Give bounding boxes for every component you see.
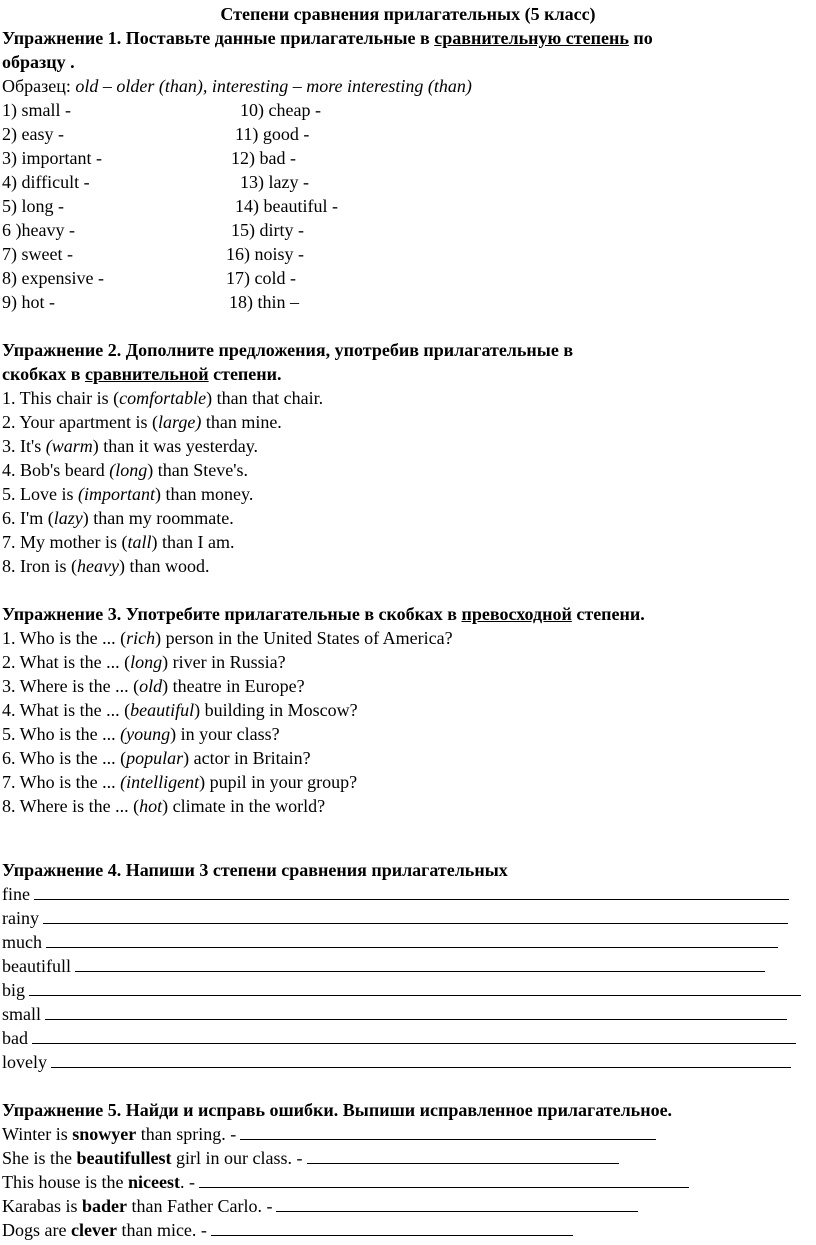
ex3-heading-text-end: степени. [571,604,645,624]
ex2-item [2,410,282,434]
ex1-right-item: 11) good - [235,124,310,144]
ex1-left-item: 1) small - [2,100,71,120]
ex2-item [2,482,253,506]
ex5-item-pre: She is the [2,1148,77,1168]
ex1-right-item: 16) noisy - [226,244,304,264]
ex2-heading-line2-text: скобках в [2,364,85,384]
ex2-heading-label: Упражнение 2. [2,340,122,360]
ex2-item-post: than mine. [201,412,282,432]
ex3-item-word: popular [126,748,184,768]
ex2-item-word: (important [78,484,156,504]
ex4-word: fine [2,884,30,904]
answer-blank[interactable] [45,1003,787,1020]
ex2-item [2,530,234,554]
ex3-item-pre: 5. Who is the ... [2,724,121,744]
answer-blank[interactable] [276,1195,638,1212]
ex1-sample [2,74,472,98]
ex3-item-post: ) actor in Britain? [183,748,311,768]
ex2-item-pre: 5. Love is [2,484,78,504]
ex5-item-error: beautifullest [76,1148,172,1168]
ex1-left-item: 2) easy - [2,124,64,144]
ex5-item-error: clever [70,1220,117,1240]
ex4-heading: Упражнение 4. Напиши 3 степени сравнения прилагательных [2,860,508,880]
ex3-item-post: ) theatre in Europe? [162,676,305,696]
ex3-item-word: (intelligent [120,772,200,792]
ex3-item-word: long [130,652,163,672]
ex5-item [2,1218,573,1242]
ex3-item-pre: 8. Where is the ... ( [2,796,140,816]
ex3-heading-underlined: превосходной [461,604,572,624]
ex1-sample-label: Образец: [2,76,76,96]
ex3-item-pre: 4. What is the ... ( [2,700,131,720]
ex3-item-pre: 3. Where is the ... ( [2,676,140,696]
ex3-item [2,746,311,770]
ex2-item-pre: 2. Your apartment is ( [2,412,158,432]
ex5-heading: Упражнение 5. Найди и исправь ошибки. Выпиши исправленное прилагательное. [2,1100,673,1120]
ex2-item-word: lazy [53,508,83,528]
ex2-heading-line2-end: степени. [208,364,282,384]
ex2-item [2,386,323,410]
answer-blank[interactable] [199,1171,689,1188]
ex5-item [2,1146,619,1170]
ex3-item-pre: 6. Who is the ... ( [2,748,127,768]
ex5-item-pre: Winter is [2,1124,73,1144]
ex4-word: big [2,980,26,1000]
ex3-item-post: ) river in Russia? [162,652,286,672]
ex1-heading-underlined: сравнительную степень [434,28,629,48]
ex3-item-post: ) climate in the world? [162,796,326,816]
ex2-item-pre: 6. I'm ( [2,508,54,528]
ex3-item-pre: 2. What is the ... ( [2,652,131,672]
ex1-left-item: 5) long - [2,196,64,216]
ex2-item [2,554,209,578]
ex4-row [2,882,789,906]
ex1-left-item: 8) expensive - [2,268,104,288]
ex2-item [2,506,234,530]
ex3-item-post: ) person in the United States of America? [155,628,453,648]
ex4-row [2,978,801,1002]
ex4-row [2,906,788,930]
ex1-left-item: 7) sweet - [2,244,73,264]
ex5-item-error: bader [81,1196,127,1216]
ex2-heading-line2 [2,362,282,386]
ex3-item-post: ) in your class? [170,724,280,744]
ex5-item-post: than Father Carlo. - [126,1196,273,1216]
ex5-item [2,1122,656,1146]
ex3-heading-label: Упражнение 3. [2,604,122,624]
ex2-item [2,458,248,482]
ex1-heading-label: Упражнение 1. [2,28,122,48]
ex1-left-item: 6 )heavy - [2,220,75,240]
ex3-heading-text: Употребите прилагательные в скобках в [121,604,462,624]
ex1-left-item: 4) difficult - [2,172,90,192]
answer-blank[interactable] [34,883,789,900]
ex2-item [2,434,258,458]
ex1-left-item: 3) important - [2,148,102,168]
ex3-item-post: ) building in Moscow? [194,700,358,720]
ex1-right-item: 17) cold - [226,268,296,288]
ex3-item [2,626,453,650]
ex5-item-error: snowyer [72,1124,137,1144]
ex4-row [2,954,765,978]
ex4-word: small [2,1004,41,1024]
ex2-item-word: heavy [77,556,119,576]
ex5-item-pre: This house is the [2,1172,128,1192]
ex4-row [2,1026,796,1050]
ex2-heading-text: Дополните предложения, употребив прилагательные в [121,340,574,360]
ex3-item-word: rich [126,628,156,648]
ex2-heading [2,338,573,362]
ex5-item-post: . - [179,1172,195,1192]
answer-blank[interactable] [211,1219,573,1236]
ex5-item-error: niceest [128,1172,180,1192]
ex3-item-pre: 1. Who is the ... ( [2,628,127,648]
ex5-item-post: than spring. - [136,1124,237,1144]
ex1-heading-line2: образцу . [2,52,75,72]
ex5-item [2,1194,638,1218]
ex2-item-post: ) than wood. [118,556,210,576]
ex1-heading-text: Поставьте данные прилагательные в [121,28,435,48]
ex2-item-pre: 4. Bob's beard [2,460,110,480]
ex3-item-word: beautiful [130,700,195,720]
ex2-item-post: ) than my roommate. [82,508,234,528]
ex4-word: much [2,932,42,952]
ex4-row [2,1002,787,1026]
ex2-item-post: ) than I am. [151,532,235,552]
answer-blank[interactable] [51,1051,791,1068]
ex2-item-word: comfortable [119,388,207,408]
ex3-item [2,794,325,818]
ex2-item-pre: 8. Iron is ( [2,556,77,576]
ex3-item [2,770,357,794]
answer-blank[interactable] [240,1123,656,1140]
answer-blank[interactable] [43,907,788,924]
ex5-item [2,1170,689,1194]
answer-blank[interactable] [46,931,778,948]
ex3-item-word: hot [139,796,163,816]
ex2-heading-underlined: сравнительной [84,364,209,384]
ex2-item-post: ) than Steve's. [147,460,248,480]
ex3-item-post: ) pupil in your group? [199,772,358,792]
ex2-item-word: (long [109,460,148,480]
answer-blank[interactable] [32,1027,796,1044]
ex2-item-pre: 3. It's [2,436,46,456]
ex4-row [2,1050,791,1074]
ex2-item-word: (warm [45,436,93,456]
ex1-right-item: 13) lazy - [240,172,309,192]
ex1-right-item: 14) beautiful - [235,196,338,216]
ex2-item-pre: 1. This chair is ( [2,388,120,408]
ex3-item [2,650,286,674]
ex3-item [2,674,305,698]
ex4-word: rainy [2,908,39,928]
ex1-right-item: 18) thin – [229,292,299,312]
ex2-item-pre: 7. My mother is ( [2,532,128,552]
ex2-item-word: tall [127,532,152,552]
ex2-item-post: ) than that chair. [206,388,324,408]
ex4-row [2,930,778,954]
answer-blank[interactable] [307,1147,619,1164]
ex4-word: lovely [2,1052,47,1072]
ex2-item-word: large) [158,412,202,432]
ex3-item-word: old [139,676,163,696]
ex1-right-item: 10) cheap - [240,100,321,120]
ex2-item-post: ) than money. [155,484,254,504]
page-title: Степени сравнения прилагательных (5 класс) [220,4,596,24]
ex1-heading [2,26,653,50]
ex1-right-item: 12) bad - [231,148,296,168]
ex5-item-post: than mice. - [116,1220,207,1240]
ex3-item-pre: 7. Who is the ... [2,772,121,792]
ex5-item-post: girl in our class. - [171,1148,303,1168]
ex3-item [2,698,358,722]
ex3-item [2,722,280,746]
ex3-heading [2,602,645,626]
ex3-item-word: (young [120,724,171,744]
ex5-item-pre: Karabas is [2,1196,82,1216]
ex4-word: bad [2,1028,28,1048]
ex2-item-post: ) than it was yesterday. [92,436,259,456]
ex4-word: beautifull [2,956,71,976]
ex5-item-pre: Dogs are [2,1220,71,1240]
answer-blank[interactable] [29,979,801,996]
ex1-right-item: 15) dirty - [231,220,304,240]
ex1-left-item: 9) hot - [2,292,55,312]
ex1-sample-text: old – older (than), interesting – more interesting (than) [75,76,472,96]
ex1-heading-text-end: по [628,28,653,48]
answer-blank[interactable] [75,955,765,972]
